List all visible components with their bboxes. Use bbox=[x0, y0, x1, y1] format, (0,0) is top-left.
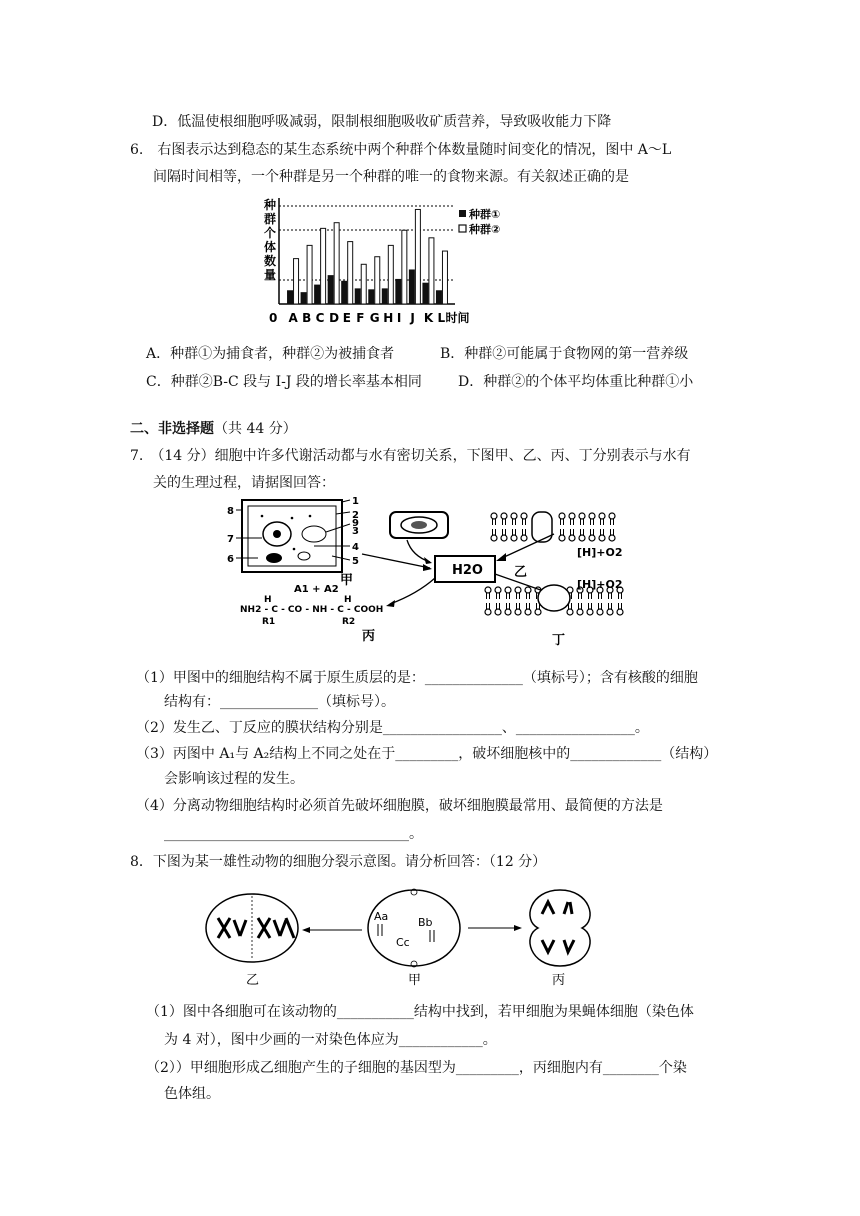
label-h-o2-bottom: [H]+O2 bbox=[577, 578, 623, 591]
bar-population-2-I bbox=[402, 230, 407, 304]
plant-cell-jia bbox=[227, 496, 359, 572]
x-tick-labels bbox=[269, 310, 469, 325]
legend-swatch-series-1 bbox=[459, 210, 466, 217]
arrow-yi bbox=[502, 534, 554, 558]
x-tick-label: L bbox=[437, 311, 446, 325]
bar-population-2-A bbox=[294, 259, 299, 304]
peptide-h-top: H bbox=[264, 595, 272, 605]
section-score: （共 44 分） bbox=[214, 421, 297, 437]
chromosomes-bing bbox=[542, 902, 574, 952]
bar-population-1-I bbox=[396, 279, 401, 304]
label-jia-cell: 甲 bbox=[408, 973, 422, 988]
bar-population-2-K bbox=[429, 238, 434, 304]
section-title: 二、非选择题 bbox=[130, 421, 214, 437]
label-yi-cell: 乙 bbox=[246, 973, 260, 988]
label-ding: 丁 bbox=[552, 633, 566, 646]
cell-number-2: 2 bbox=[352, 510, 359, 521]
x-tick-label: H bbox=[383, 311, 394, 325]
bars-group bbox=[288, 209, 448, 304]
label-bing-cell: 丙 bbox=[552, 973, 566, 988]
cell-number-1: 1 bbox=[352, 496, 359, 507]
x-tick-label: C bbox=[315, 311, 325, 325]
y-axis-label-char: 数 bbox=[264, 254, 277, 268]
cell-number-6: 6 bbox=[227, 554, 234, 565]
x-tick-label: K bbox=[423, 311, 434, 325]
q6-option-a: A．种群①为捕食者，种群②为被捕食者 bbox=[146, 346, 395, 362]
q5-option-d: D．低温使根细胞呼吸减弱，限制根细胞吸收矿质营养，导致吸收能力下降 bbox=[152, 114, 612, 130]
small-cell bbox=[390, 512, 448, 538]
jia-gene-bb: Bb bbox=[418, 916, 433, 929]
q7-sub2: （2）发生乙、丁反应的膜状结构分别是_________________、_________________。 bbox=[136, 720, 649, 736]
x-tick-label: F bbox=[356, 311, 365, 325]
y-axis-label-char: 个 bbox=[264, 226, 277, 240]
bar-population-1-B bbox=[301, 293, 306, 304]
population-bar-chart bbox=[255, 192, 515, 328]
bar-population-2-F bbox=[361, 264, 366, 304]
bar-population-1-J bbox=[409, 270, 414, 304]
x-tick-label: 0 bbox=[269, 311, 278, 325]
bar-population-2-B bbox=[307, 245, 312, 304]
jia-gene-cc: Cc bbox=[396, 936, 410, 949]
y-axis-label-char: 体 bbox=[264, 240, 277, 254]
q7-stem-line1: 7. （14 分）细胞中许多代谢活动都与水有密切关系，下图甲、乙、丙、丁分别表示与水有 bbox=[130, 448, 691, 464]
label-h-o2-top: [H]+O2 bbox=[577, 546, 623, 559]
h2o-label: H2O bbox=[452, 563, 483, 578]
arrow-jia-to-h2o bbox=[362, 554, 430, 568]
bar-population-1-A bbox=[288, 291, 293, 304]
membrane-yi-protein bbox=[532, 512, 552, 542]
q7-sub1-line1: （1）甲图中的细胞结构不属于原生质层的是：______________（填标号）；含有核酸的细胞 bbox=[136, 670, 698, 686]
q8-sub2-line2: 色体组。 bbox=[164, 1086, 220, 1102]
bar-population-2-J bbox=[415, 209, 420, 304]
legend-swatch-series-2 bbox=[459, 225, 466, 232]
cell-number-3: 3 bbox=[352, 526, 359, 537]
q6-stem-line1: 6. 右图表示达到稳态的某生态系统中两个种群个体数量随时间变化的情况，图中 A～L bbox=[130, 142, 672, 158]
q7-sub4-line2: ___________________________________。 bbox=[164, 826, 423, 842]
bar-population-2-E bbox=[348, 242, 353, 304]
q8-stem: 8．下图为某一雄性动物的细胞分裂示意图。请分析回答：（12 分） bbox=[130, 854, 547, 870]
x-tick-label: J bbox=[410, 311, 415, 325]
bar-population-1-F bbox=[355, 289, 360, 304]
bar-population-1-C bbox=[315, 285, 320, 304]
peptide-r2: R2 bbox=[342, 617, 356, 627]
q8-sub1-line1: （1）图中各细胞可在该动物的___________结构中找到，若甲细胞为果蝇体细胞（染色体 bbox=[146, 1004, 694, 1020]
x-tick-label: D bbox=[329, 311, 340, 325]
bar-population-2-D bbox=[334, 223, 339, 304]
bar-population-1-E bbox=[342, 281, 347, 304]
cell-number-4: 4 bbox=[352, 542, 359, 553]
bar-population-2-L bbox=[442, 251, 447, 304]
x-tick-label: 时间 bbox=[445, 311, 470, 325]
bar-population-1-L bbox=[436, 291, 441, 304]
q6-option-d: D．种群②的个体平均体重比种群①小 bbox=[458, 374, 694, 390]
q8-sub1-line2: 为 4 对），图中少画的一对染色体应为____________。 bbox=[164, 1032, 497, 1048]
y-axis-label-char: 量 bbox=[264, 268, 277, 282]
bar-population-1-K bbox=[423, 283, 428, 304]
q6-stem-line2: 间隔时间相等，一个种群是另一个种群的唯一的食物来源。有关叙述正确的是 bbox=[153, 169, 629, 185]
y-axis-label bbox=[263, 197, 276, 282]
q7-sub1-line2: 结构有：______________（填标号）。 bbox=[164, 694, 395, 710]
peptide-bing bbox=[240, 584, 383, 627]
x-tick-label: A bbox=[288, 311, 298, 325]
cell-division-figure bbox=[200, 884, 610, 990]
legend-label-series-2: 种群② bbox=[469, 223, 501, 236]
q7-stem-line2: 关的生理过程，请据图回答： bbox=[153, 475, 335, 491]
membrane-ding-protein bbox=[538, 585, 570, 611]
q8-sub2-line1: （2））甲细胞形成乙细胞产生的子细胞的基因型为_________，丙细胞内有________个染 bbox=[146, 1060, 687, 1076]
bar-population-2-H bbox=[388, 245, 393, 304]
q7-sub3-line1: （3）丙图中 A₁与 A₂结构上不同之处在于_________，破坏细胞核中的_____________（结构） bbox=[136, 746, 718, 762]
peptide-h-top-2: H bbox=[344, 595, 352, 605]
y-axis-label-char: 种 bbox=[264, 198, 277, 212]
cell-number-7: 7 bbox=[227, 534, 234, 545]
peptide-chain: NH2 - C - CO - NH - C - COOH bbox=[240, 605, 384, 615]
label-yi: 乙 bbox=[514, 565, 528, 580]
cell-number-5: 5 bbox=[352, 556, 359, 567]
label-jia: 甲 bbox=[340, 573, 354, 588]
bar-population-2-C bbox=[321, 228, 326, 304]
membrane-yi bbox=[491, 513, 615, 541]
cell-bing bbox=[530, 890, 590, 966]
jia-gene-aa: Aa bbox=[374, 910, 389, 923]
bar-population-1-D bbox=[328, 276, 333, 304]
cell-number-9: 9 bbox=[352, 518, 359, 529]
peptide-a: A1 + A2 bbox=[294, 584, 339, 595]
q6-option-c: C．种群②B-C 段与 I-J 段的增长率基本相同 bbox=[146, 374, 422, 390]
water-metabolism-figure bbox=[222, 494, 642, 646]
peptide-r1: R1 bbox=[262, 617, 276, 627]
arrow-to-bing bbox=[390, 578, 435, 604]
x-tick-label: G bbox=[369, 311, 380, 325]
bar-population-1-H bbox=[382, 289, 387, 304]
bar-population-2-G bbox=[375, 257, 380, 304]
cell-number-8: 8 bbox=[227, 506, 234, 517]
q7-sub3-line2: 会影响该过程的发生。 bbox=[164, 771, 304, 787]
y-axis-label-char: 群 bbox=[264, 212, 277, 226]
legend-label-series-1: 种群① bbox=[469, 208, 501, 221]
label-bing: 丙 bbox=[362, 629, 376, 644]
bar-population-1-G bbox=[369, 290, 374, 304]
x-tick-label: B bbox=[302, 311, 312, 325]
q7-sub4-line1: （4）分离动物细胞结构时必须首先破坏细胞膜，破坏细胞膜最常用、最简便的方法是 bbox=[136, 798, 663, 814]
q6-option-b: B．种群②可能属于食物网的第一营养级 bbox=[440, 346, 689, 362]
x-tick-label: I bbox=[396, 311, 402, 325]
legend bbox=[459, 207, 500, 236]
arrow-to-h2o-top bbox=[407, 540, 430, 562]
x-tick-label: E bbox=[342, 311, 351, 325]
chromosomes-yi bbox=[218, 918, 294, 938]
section-heading bbox=[130, 419, 297, 439]
